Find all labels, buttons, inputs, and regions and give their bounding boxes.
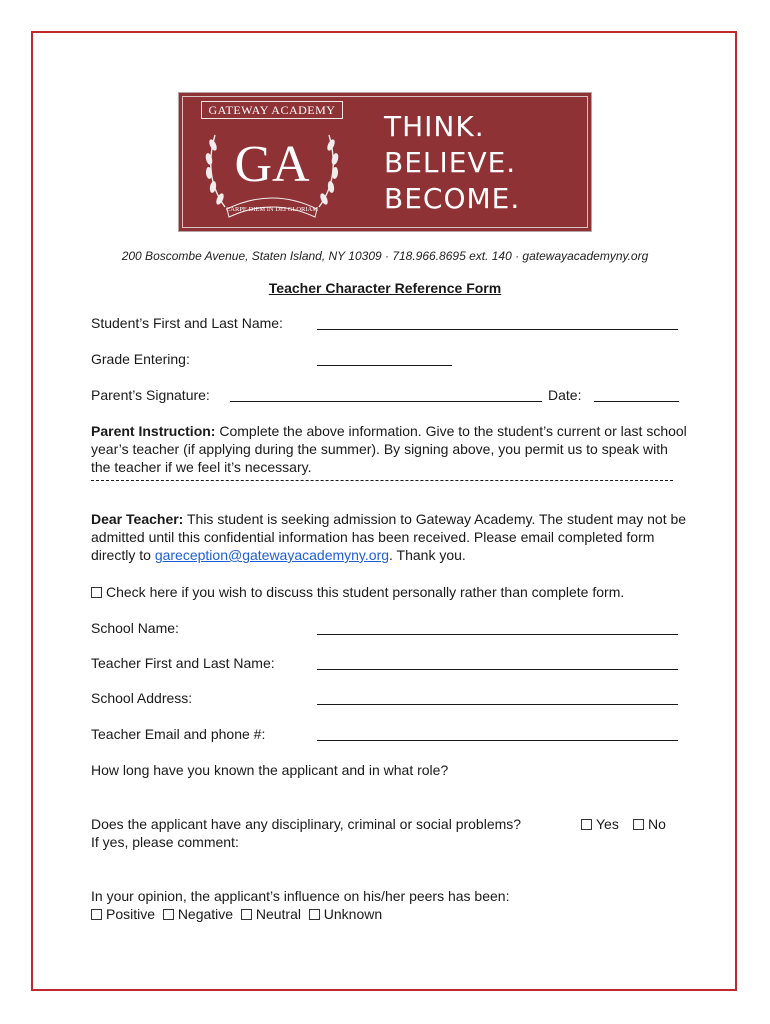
- date-field[interactable]: [594, 401, 679, 402]
- teacher-intro-closing: . Thank you.: [389, 547, 466, 563]
- unknown-label: Unknown: [323, 906, 383, 922]
- influence-options: [91, 906, 382, 922]
- school-address-field[interactable]: [317, 704, 678, 705]
- teacher-name-label: Teacher First and Last Name:: [91, 655, 275, 671]
- date-label: Date:: [548, 387, 582, 403]
- disciplinary-no-label: No: [648, 816, 666, 832]
- school-address-line: 200 Boscombe Avenue, Staten Island, NY 10309 · 718.966.8695 ext. 140 · gatewayacademyny.org: [121, 249, 649, 263]
- disciplinary-no-checkbox[interactable]: [633, 819, 644, 830]
- negative-checkbox[interactable]: [163, 909, 174, 920]
- teacher-contact-label: Teacher Email and phone #:: [91, 726, 266, 742]
- disciplinary-question: Does the applicant have any disciplinary, criminal or social problems?: [91, 816, 522, 832]
- student-name-label: Student’s First and Last Name:: [91, 315, 283, 331]
- grade-label: Grade Entering:: [91, 351, 190, 367]
- teacher-intro-text: This student is seeking admission to Gateway Academy. The student may not be admitted until this confidential information has been received. Please email completed form directly to: [91, 511, 687, 563]
- grade-field[interactable]: [317, 365, 452, 366]
- signature-field[interactable]: [230, 401, 542, 402]
- discuss-checkbox-row: [91, 584, 624, 600]
- comment-prompt: If yes, please comment:: [91, 834, 239, 850]
- positive-checkbox[interactable]: [91, 909, 102, 920]
- cut-line-divider: [91, 480, 673, 481]
- influence-option-positive: [91, 906, 155, 922]
- tagline-line-1: THINK.: [384, 110, 485, 143]
- negative-label: Negative: [177, 906, 234, 922]
- disciplinary-no-option: [633, 816, 666, 832]
- crest-logo-icon: [197, 117, 347, 223]
- disciplinary-yes-option: [581, 816, 619, 832]
- disciplinary-yes-label: Yes: [596, 816, 619, 832]
- tagline-line-2: BELIEVE.: [384, 146, 517, 179]
- parent-instruction-text: Complete the above information. Give to the student’s current or last school year’s teacher (if applying during the summer). By signing above, you permit us to speak with the teacher if we feel it’s necessary.: [91, 423, 687, 475]
- influence-option-neutral: [241, 906, 301, 922]
- crest-motto: CARPE DIEM IN DEI GLORIAM: [225, 206, 319, 213]
- teacher-contact-field[interactable]: [317, 740, 678, 741]
- crest-monogram: GA: [234, 136, 310, 193]
- influence-question: In your opinion, the applicant’s influence on his/her peers has been:: [91, 888, 510, 904]
- teacher-name-field[interactable]: [317, 669, 678, 670]
- student-name-field[interactable]: [317, 329, 678, 330]
- parent-instruction: [91, 422, 691, 476]
- discuss-checkbox-label: Check here if you wish to discuss this student personally rather than complete form.: [106, 584, 625, 600]
- signature-label: Parent’s Signature:: [91, 387, 210, 403]
- crest-school-name: GATEWAY ACADEMY: [201, 101, 343, 119]
- parent-instruction-heading: Parent Instruction:: [91, 423, 216, 439]
- neutral-checkbox[interactable]: [241, 909, 252, 920]
- form-title: Teacher Character Reference Form: [268, 280, 502, 296]
- influence-option-unknown: [309, 906, 382, 922]
- teacher-intro-heading: Dear Teacher:: [91, 511, 184, 527]
- discuss-checkbox[interactable]: [91, 587, 102, 598]
- school-name-field[interactable]: [317, 634, 678, 635]
- disciplinary-yes-checkbox[interactable]: [581, 819, 592, 830]
- known-question: How long have you known the applicant and in what role?: [91, 762, 449, 778]
- banner-tagline: [384, 109, 520, 217]
- academy-banner: [178, 92, 592, 232]
- school-address-label: School Address:: [91, 690, 193, 706]
- influence-option-negative: [163, 906, 233, 922]
- school-name-label: School Name:: [91, 620, 179, 636]
- neutral-label: Neutral: [255, 906, 301, 922]
- teacher-intro: [91, 510, 691, 564]
- tagline-line-3: BECOME.: [384, 182, 521, 215]
- unknown-checkbox[interactable]: [309, 909, 320, 920]
- positive-label: Positive: [106, 906, 156, 922]
- reception-email-link[interactable]: gareception@gatewayacademyny.org: [154, 547, 390, 563]
